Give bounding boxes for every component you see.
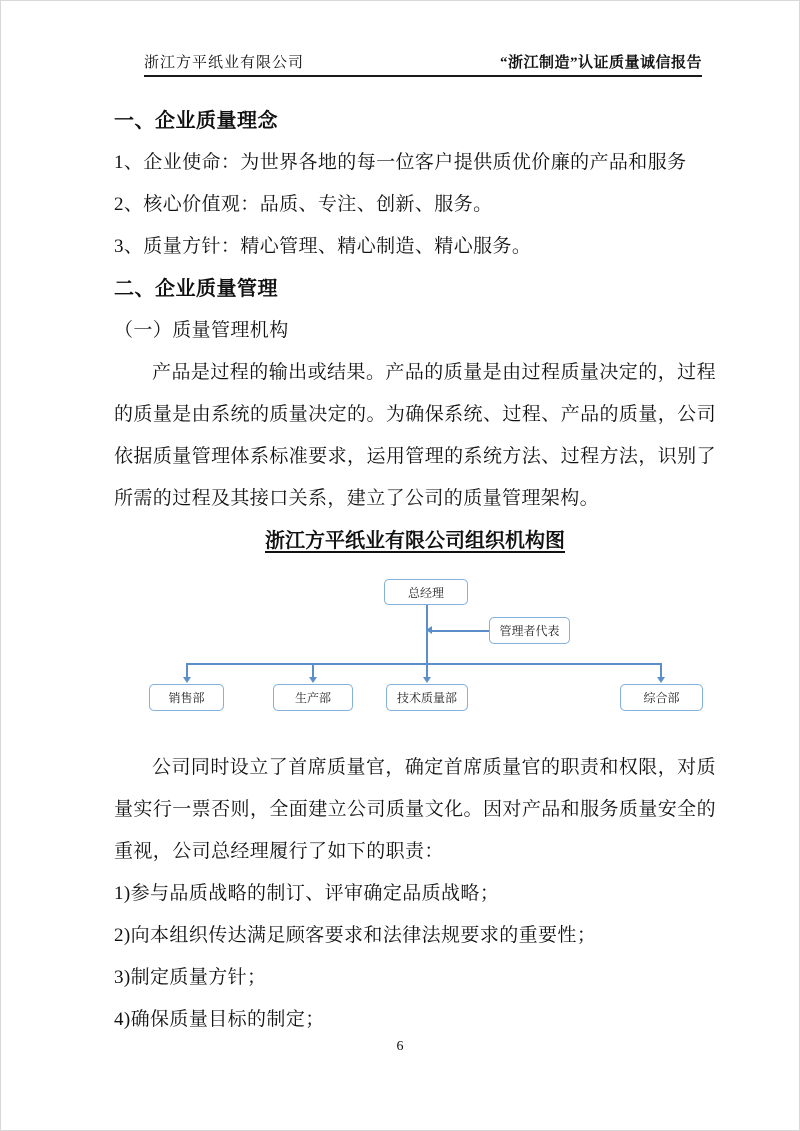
arrow-down-icon xyxy=(183,677,191,683)
header-company-name: 浙江方平纸业有限公司 xyxy=(144,55,305,71)
connector-trunk-vertical xyxy=(426,605,428,679)
section-2-heading: 二、企业质量管理 xyxy=(114,278,278,300)
arrow-left-icon xyxy=(426,626,432,634)
org-node-general-manager xyxy=(384,579,468,605)
arrow-down-icon xyxy=(657,677,665,683)
org-node-production-dept xyxy=(273,684,353,711)
arrow-down-icon xyxy=(309,677,317,683)
paragraph-chief-quality-officer: 公司同时设立了首席质量官，确定首席质量官的职责和权限，对质量实行一票否则，全面建立公司质量文化。因对产品和服务质量安全的重视，公司总经理履行了如下的职责： xyxy=(114,757,716,862)
org-chart-title xyxy=(114,520,716,562)
quality-policy-item: 3、质量方针：精心管理、精心制造、精心服务。 xyxy=(114,236,532,257)
connector-mgr-rep-horizontal xyxy=(431,630,489,632)
org-chart-title-text: 浙江方平纸业有限公司组织机构图 xyxy=(265,530,565,552)
org-node-label: 生产部 xyxy=(294,691,331,705)
connector-drop-general xyxy=(660,663,662,677)
paragraph-quality-process: 产品是过程的输出或结果。产品的质量是由过程质量决定的，过程的质量是由系统的质量决定的。为确保系统、过程、产品的质量，公司依据质量管理体系标准要求，运用管理的系统方法、过程方法，识别了所需的过程及其接口关系，建立了公司的质量管理架构。 xyxy=(114,362,716,509)
connector-drop-production xyxy=(312,663,314,677)
page-number: 6 xyxy=(396,1039,404,1054)
org-node-label: 管理者代表 xyxy=(499,624,560,638)
connector-bus-horizontal xyxy=(186,663,661,665)
header-report-title: “浙江制造”认证质量诚信报告 xyxy=(499,55,702,71)
org-node-label: 综合部 xyxy=(643,691,680,705)
org-node-sales-dept xyxy=(149,684,224,711)
document-body xyxy=(114,77,716,1041)
core-values-item: 2、核心价值观：品质、专注、创新、服务。 xyxy=(114,194,493,215)
org-node-general-dept xyxy=(620,684,703,711)
duty-item-1: 1)参与品质战略的制订、评审确定品质战略； xyxy=(114,883,500,904)
duty-item-4: 4)确保质量目标的制定； xyxy=(114,1009,325,1030)
page-header xyxy=(144,51,702,77)
org-node-label: 销售部 xyxy=(168,691,205,705)
org-node-label: 总经理 xyxy=(407,585,444,600)
section-1-heading: 一、企业质量理念 xyxy=(114,110,278,132)
connector-drop-sales xyxy=(186,663,188,677)
org-node-label: 技术质量部 xyxy=(396,691,457,705)
duty-item-3: 3)制定质量方针； xyxy=(114,967,267,988)
arrow-down-icon xyxy=(423,677,431,683)
duty-item-2: 2)向本组织传达满足顾客要求和法律法规要求的重要性； xyxy=(114,925,597,946)
subsection-1-heading: （一）质量管理机构 xyxy=(114,320,289,341)
mission-item: 1、企业使命：为世界各地的每一位客户提供质优价廉的产品和服务 xyxy=(114,152,687,173)
org-chart xyxy=(114,572,716,722)
org-node-tech-quality-dept xyxy=(386,684,468,711)
org-node-management-representative xyxy=(489,617,570,644)
